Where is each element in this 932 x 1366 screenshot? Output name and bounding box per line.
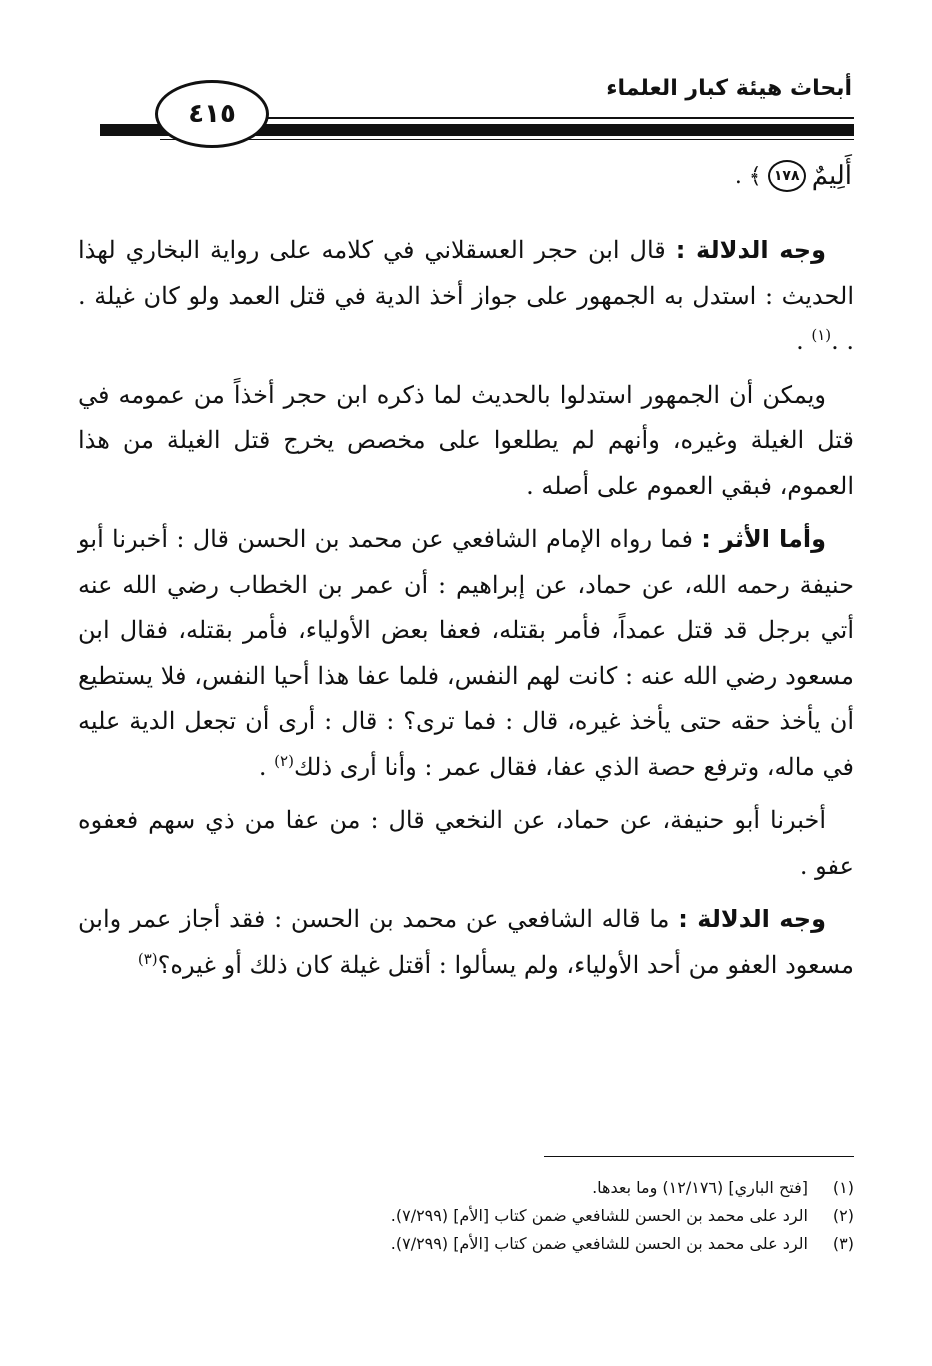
paragraph-text: ويمكن أن الجمهور استدلوا بالحديث لما ذكره ابن حجر أخذاً من عمومه في قتل الغيلة وغيره، وأنهم لم يطلعوا على مخصص يخرج قتل الغيلة من هذا العموم، فبقي العموم على أصله . — [78, 380, 854, 500]
verse-end-line — [735, 160, 852, 192]
paragraph-4 — [78, 798, 854, 889]
footnote-separator — [544, 1156, 854, 1157]
paragraph-text: ما قاله الشافعي عن محمد بن الحسن : فقد أجاز عمر وابن مسعود العفو من أحد الأولياء، ولم يسألوا : أقتل غيلة كان ذلك أو غيره؟ — [78, 905, 854, 979]
header-rule-under — [160, 139, 854, 140]
paragraph-5 — [78, 897, 854, 988]
paragraph-text: قال ابن حجر العسقلاني في كلامه على رواية البخاري لهذا الحديث : استدل به الجمهور على جواز أخذ الدية في قتل العمد ولو كان غيلة . . . — [78, 236, 854, 355]
paragraph-lead: وجه الدلالة : — [675, 236, 827, 264]
paragraph-lead: وأما الأثر : — [701, 525, 826, 553]
footnote-number: (٣) — [832, 1234, 854, 1253]
paragraph-text: أخبرنا أبو حنيفة، عن حماد، عن النخعي قال : من عفا من ذي سهم فعفوه عفو . — [78, 806, 854, 880]
paragraph-1 — [78, 228, 854, 365]
verse-end-word: أَلِيمٌ — [811, 161, 852, 191]
footnote-number: (٢) — [832, 1206, 854, 1225]
paragraph-tail: . — [258, 752, 275, 781]
verse-closing-bracket: ﴾ . — [734, 163, 762, 189]
footnote-text: الرد على محمد بن الحسن للشافعي ضمن كتاب [الأم] (٧/٢٩٩). — [390, 1206, 808, 1225]
footnote-number: (١) — [832, 1178, 854, 1197]
footnote-1 — [78, 1174, 854, 1202]
footnote-ref[interactable]: (١) — [811, 326, 832, 344]
body-text — [78, 228, 854, 992]
paragraph-3 — [78, 517, 854, 790]
running-title: أبحاث هيئة كبار العلماء — [606, 76, 852, 101]
footnotes — [78, 1174, 854, 1258]
paragraph-2 — [78, 373, 854, 510]
paragraph-tail: . — [796, 327, 812, 355]
footnote-text: الرد على محمد بن الحسن للشافعي ضمن كتاب [الأم] (٧/٢٩٩). — [390, 1234, 808, 1253]
paragraph-text: فما رواه الإمام الشافعي عن محمد بن الحسن قال : أخبرنا أبو حنيفة رحمه الله، عن حماد، عن إبراهيم : أن عمر بن الخطاب رضي الله عنه أتي برجل قد قتل عمداً، فأمر بقتله، فعفا بعض الأولياء، فأمر بقتله، فقال ابن مسعود رضي الله عنه : كانت لهم النفس، فلما عفا هذا أحيا النفس، فلا يستطيع أن يأخذ حقه حتى يأخذ غيره، قال : فما ترى؟ : قال : أرى أن تجعل الدية عليه في ماله، وترفع حصة الذي عفا، فقال عمر : وأنا أرى ذلك — [78, 525, 854, 781]
ayah-number-marker: ١٧٨ — [768, 160, 806, 192]
paragraph-lead: وجه الدلالة : — [678, 905, 827, 933]
footnote-ref[interactable]: (٣) — [137, 949, 158, 968]
page-number: ٤١٥ — [155, 80, 269, 148]
footnote-text: [فتح الباري] (١٢/١٧٦) وما بعدها. — [592, 1178, 808, 1197]
footnote-2 — [78, 1202, 854, 1230]
footnote-ref[interactable]: (٢) — [274, 751, 294, 770]
footnote-3 — [78, 1230, 854, 1258]
